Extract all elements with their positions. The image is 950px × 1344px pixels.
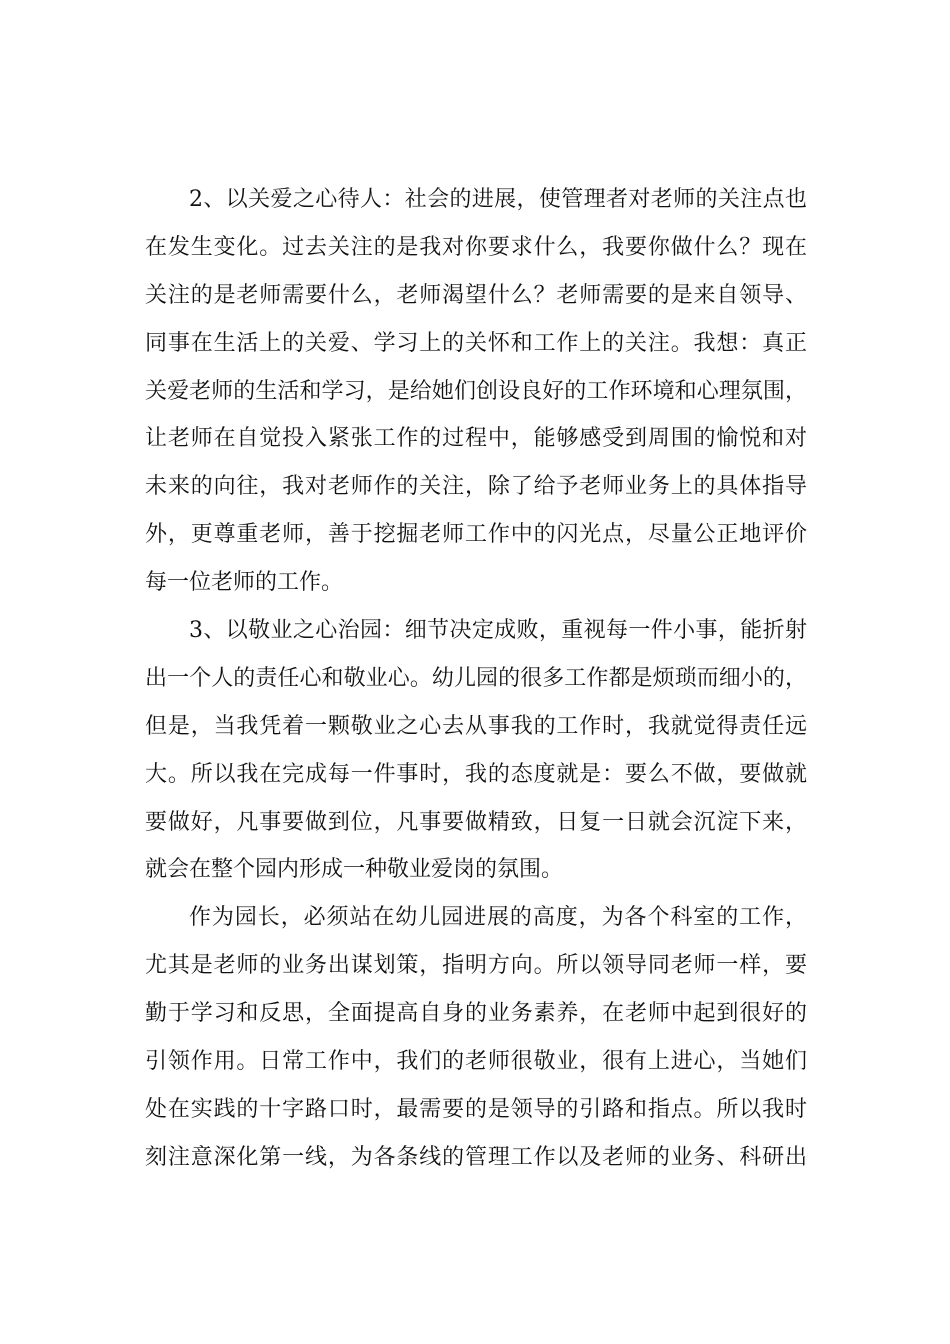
paragraph-care [145, 176, 807, 607]
paragraph-line: 未来的向往，我对老师作的关注，除了给予老师业务上的具体指导 [145, 474, 807, 500]
paragraph-line: 处在实践的十字路口时，最需要的是领导的引路和指点。所以我时 [145, 1096, 807, 1122]
paragraph-line: 在发生变化。过去关注的是我对你要求什么，我要你做什么？现在 [145, 234, 807, 260]
paragraph-dedication [145, 607, 807, 894]
paragraph-line: 出一个人的责任心和敬业心。幼儿园的很多工作都是烦琐而细小的， [145, 665, 807, 691]
paragraph-line: 但是，当我凭着一颗敬业之心去从事我的工作时，我就觉得责任远 [145, 713, 807, 739]
paragraph-line: 刻注意深化第一线，为各条线的管理工作以及老师的业务、科研出 [145, 1144, 807, 1170]
paragraph-line: 每一位老师的工作。 [145, 570, 344, 596]
paragraph-line: 外，更尊重老师，善于挖掘老师工作中的闪光点，尽量公正地评价 [145, 522, 807, 548]
paragraph-line: 关爱老师的生活和学习，是给她们创设良好的工作环境和心理氛围， [145, 378, 807, 404]
paragraph-director-role [145, 894, 807, 1181]
paragraph-line: 就会在整个园内形成一种敬业爱岗的氛围。 [145, 857, 564, 883]
paragraph-line: 勤于学习和反思，全面提高自身的业务素养，在老师中起到很好的 [145, 1001, 807, 1027]
paragraph-line: 同事在生活上的关爱、学习上的关怀和工作上的关注。我想：真正 [145, 330, 807, 356]
paragraph-line: 要做好，凡事要做到位，凡事要做精致，日复一日就会沉淀下来， [145, 809, 807, 835]
paragraph-line: 尤其是老师的业务出谋划策，指明方向。所以领导同老师一样，要 [145, 953, 807, 979]
paragraph-line: 作为园长，必须站在幼儿园进展的高度，为各个科室的工作， [189, 905, 807, 931]
paragraph-line: 2、以关爱之心待人：社会的进展，使管理者对老师的关注点也 [189, 187, 807, 212]
paragraph-line: 引领作用。日常工作中，我们的老师很敬业，很有上进心，当她们 [145, 1049, 807, 1075]
paragraph-line: 关注的是老师需要什么，老师渴望什么？老师需要的是来自领导、 [145, 282, 807, 308]
paragraph-line: 3、以敬业之心治园：细节决定成败，重视每一件小事，能折射 [189, 618, 807, 644]
document-body [145, 176, 807, 1182]
paragraph-line: 让老师在自觉投入紧张工作的过程中，能够感受到周围的愉悦和对 [145, 426, 807, 452]
paragraph-line: 大。所以我在完成每一件事时，我的态度就是：要么不做，要做就 [145, 761, 807, 787]
